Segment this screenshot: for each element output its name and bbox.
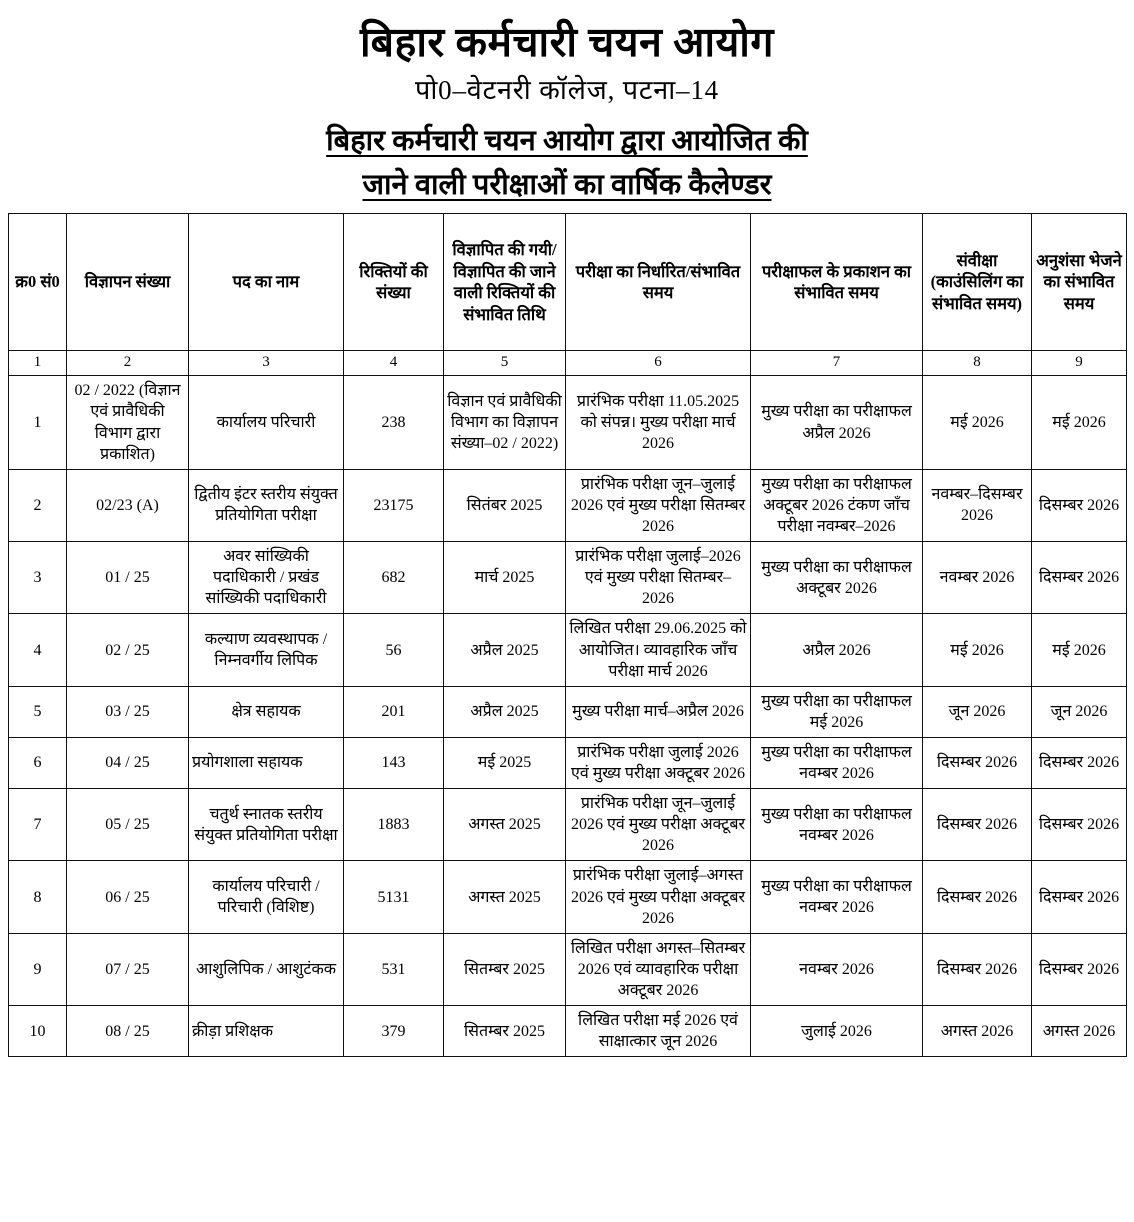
cell-vacancy-count: 5131	[344, 861, 444, 933]
column-number-7: 7	[751, 351, 923, 376]
document-subtitle	[207, 120, 927, 207]
cell-exam-time: प्रारंभिक परीक्षा जुलाई 2026 एवं मुख्य परीक्षा अक्टूबर 2026	[566, 737, 751, 788]
cell-vacancy-count: 56	[344, 614, 444, 686]
cell-recommendation-time: जून 2026	[1032, 686, 1127, 737]
cell-recommendation-time: दिसम्बर 2026	[1032, 789, 1127, 861]
column-header-result-time: परीक्षाफल के प्रकाशन का संभावित समय	[751, 214, 923, 351]
cell-recommendation-time: दिसम्बर 2026	[1032, 469, 1127, 541]
table-row	[9, 1006, 1127, 1057]
column-number-4: 4	[344, 351, 444, 376]
cell-result-time: मुख्य परीक्षा का परीक्षाफल नवम्बर 2026	[751, 861, 923, 933]
cell-recommendation-time: मई 2026	[1032, 614, 1127, 686]
column-header-counselling-time: संवीक्षा (काउंसिलिंग का संभावित समय)	[923, 214, 1032, 351]
cell-counselling-time: दिसम्बर 2026	[923, 933, 1032, 1005]
cell-advt-date: विज्ञान एवं प्रावैधिकी विभाग का विज्ञापन संख्या–02 / 2022)	[444, 376, 566, 469]
cell-advt-number: 06 / 25	[67, 861, 189, 933]
cell-result-time: जुलाई 2026	[751, 1006, 923, 1057]
cell-serial-no: 10	[9, 1006, 67, 1057]
cell-exam-time: मुख्य परीक्षा मार्च–अप्रैल 2026	[566, 686, 751, 737]
document-subtitle-line-2: जाने वाली परीक्षाओं का वार्षिक कैलेण्डर	[362, 168, 772, 201]
cell-exam-time: प्रारंभिक परीक्षा जुलाई–अगस्त 2026 एवं मुख्य परीक्षा अक्टूबर 2026	[566, 861, 751, 933]
cell-post-name: द्वितीय इंटर स्तरीय संयुक्त प्रतियोगिता परीक्षा	[189, 469, 344, 541]
column-number-1: 1	[9, 351, 67, 376]
column-number-6: 6	[566, 351, 751, 376]
table-body	[9, 376, 1127, 1057]
cell-recommendation-time: मई 2026	[1032, 376, 1127, 469]
cell-advt-date: अगस्त 2025	[444, 861, 566, 933]
cell-result-time: मुख्य परीक्षा का परीक्षाफल अक्टूबर 2026 टंकण जाँच परीक्षा नवम्बर–2026	[751, 469, 923, 541]
cell-result-time: मुख्य परीक्षा का परीक्षाफल नवम्बर 2026	[751, 737, 923, 788]
cell-advt-number: 05 / 25	[67, 789, 189, 861]
cell-result-time: मुख्य परीक्षा का परीक्षाफल मई 2026	[751, 686, 923, 737]
column-number-5: 5	[444, 351, 566, 376]
exam-calendar-table	[8, 213, 1127, 1057]
column-header-advt-number: विज्ञापन संख्या	[67, 214, 189, 351]
document-subtitle-line-1: बिहार कर्मचारी चयन आयोग द्वारा आयोजित की	[326, 125, 808, 158]
cell-counselling-time: दिसम्बर 2026	[923, 789, 1032, 861]
cell-advt-date: सितम्बर 2025	[444, 1006, 566, 1057]
cell-serial-no: 8	[9, 861, 67, 933]
cell-exam-time: लिखित परीक्षा मई 2026 एवं साक्षात्कार जून 2026	[566, 1006, 751, 1057]
table-row	[9, 542, 1127, 614]
cell-vacancy-count: 143	[344, 737, 444, 788]
cell-recommendation-time: अगस्त 2026	[1032, 1006, 1127, 1057]
cell-exam-time: प्रारंभिक परीक्षा जून–जुलाई 2026 एवं मुख्य परीक्षा अक्टूबर 2026	[566, 789, 751, 861]
table-header-row	[9, 214, 1127, 351]
cell-counselling-time: मई 2026	[923, 376, 1032, 469]
organization-address: पो0–वेटनरी कॉलेज, पटना–14	[415, 74, 719, 105]
cell-counselling-time: अगस्त 2026	[923, 1006, 1032, 1057]
cell-post-name: क्षेत्र सहायक	[189, 686, 344, 737]
cell-advt-date: अप्रैल 2025	[444, 686, 566, 737]
cell-recommendation-time: दिसम्बर 2026	[1032, 737, 1127, 788]
cell-vacancy-count: 531	[344, 933, 444, 1005]
cell-exam-time: प्रारंभिक परीक्षा 11.05.2025 को संपन्न। मुख्य परीक्षा मार्च 2026	[566, 376, 751, 469]
cell-advt-date: सितंबर 2025	[444, 469, 566, 541]
cell-advt-date: अप्रैल 2025	[444, 614, 566, 686]
cell-advt-date: मई 2025	[444, 737, 566, 788]
cell-advt-date: अगस्त 2025	[444, 789, 566, 861]
cell-vacancy-count: 682	[344, 542, 444, 614]
cell-serial-no: 3	[9, 542, 67, 614]
cell-recommendation-time: दिसम्बर 2026	[1032, 542, 1127, 614]
table-row	[9, 376, 1127, 469]
cell-post-name: क्रीड़ा प्रशिक्षक	[189, 1006, 344, 1057]
column-number-8: 8	[923, 351, 1032, 376]
cell-advt-date: मार्च 2025	[444, 542, 566, 614]
table-row	[9, 469, 1127, 541]
column-number-9: 9	[1032, 351, 1127, 376]
cell-advt-number: 02/23 (A)	[67, 469, 189, 541]
cell-post-name: चतुर्थ स्नातक स्तरीय संयुक्त प्रतियोगिता परीक्षा	[189, 789, 344, 861]
cell-vacancy-count: 1883	[344, 789, 444, 861]
cell-recommendation-time: दिसम्बर 2026	[1032, 861, 1127, 933]
cell-counselling-time: दिसम्बर 2026	[923, 737, 1032, 788]
cell-counselling-time: जून 2026	[923, 686, 1032, 737]
column-header-exam-time: परीक्षा का निर्धारित/संभावित समय	[566, 214, 751, 351]
cell-exam-time: लिखित परीक्षा अगस्त–सितम्बर 2026 एवं व्यावहारिक परीक्षा अक्टूबर 2026	[566, 933, 751, 1005]
table-row	[9, 789, 1127, 861]
table-column-number-row	[9, 351, 1127, 376]
column-number-2: 2	[67, 351, 189, 376]
column-header-post-name: पद का नाम	[189, 214, 344, 351]
cell-counselling-time: नवम्बर–दिसम्बर 2026	[923, 469, 1032, 541]
cell-advt-number: 04 / 25	[67, 737, 189, 788]
cell-advt-number: 03 / 25	[67, 686, 189, 737]
cell-result-time: मुख्य परीक्षा का परीक्षाफल अप्रैल 2026	[751, 376, 923, 469]
cell-advt-number: 01 / 25	[67, 542, 189, 614]
cell-recommendation-time: दिसम्बर 2026	[1032, 933, 1127, 1005]
cell-exam-time: प्रारंभिक परीक्षा जून–जुलाई 2026 एवं मुख्य परीक्षा सितम्बर 2026	[566, 469, 751, 541]
cell-exam-time: प्रारंभिक परीक्षा जुलाई–2026 एवं मुख्य परीक्षा सितम्बर–2026	[566, 542, 751, 614]
cell-result-time: मुख्य परीक्षा का परीक्षाफल नवम्बर 2026	[751, 789, 923, 861]
column-number-3: 3	[189, 351, 344, 376]
column-header-vacancy-count: रिक्तियों की संख्या	[344, 214, 444, 351]
cell-counselling-time: नवम्बर 2026	[923, 542, 1032, 614]
cell-vacancy-count: 201	[344, 686, 444, 737]
table-row	[9, 686, 1127, 737]
cell-serial-no: 6	[9, 737, 67, 788]
cell-serial-no: 1	[9, 376, 67, 469]
cell-vacancy-count: 23175	[344, 469, 444, 541]
table-header	[9, 214, 1127, 376]
column-header-serial-no: क्र0 सं0	[9, 214, 67, 351]
cell-advt-number: 07 / 25	[67, 933, 189, 1005]
cell-result-time: नवम्बर 2026	[751, 933, 923, 1005]
cell-serial-no: 5	[9, 686, 67, 737]
table-row	[9, 737, 1127, 788]
cell-serial-no: 4	[9, 614, 67, 686]
column-header-advt-date: विज्ञापित की गयी/विज्ञापित की जाने वाली रिक्तियों की संभावित तिथि	[444, 214, 566, 351]
cell-serial-no: 9	[9, 933, 67, 1005]
cell-vacancy-count: 379	[344, 1006, 444, 1057]
column-header-recommendation-time: अनुशंसा भेजने का संभावित समय	[1032, 214, 1127, 351]
cell-advt-number: 02 / 2022 (विज्ञान एवं प्रावैधिकी विभाग द्वारा प्रकाशित)	[67, 376, 189, 469]
cell-post-name: अवर सांख्यिकी पदाधिकारी / प्रखंड सांख्यिकी पदाधिकारी	[189, 542, 344, 614]
cell-post-name: कार्यालय परिचारी	[189, 376, 344, 469]
organization-title: बिहार कर्मचारी चयन आयोग	[360, 19, 774, 65]
cell-counselling-time: मई 2026	[923, 614, 1032, 686]
cell-advt-number: 08 / 25	[67, 1006, 189, 1057]
cell-serial-no: 2	[9, 469, 67, 541]
cell-advt-date: सितम्बर 2025	[444, 933, 566, 1005]
table-row	[9, 614, 1127, 686]
document-header	[0, 0, 1134, 213]
cell-post-name: कल्याण व्यवस्थापक / निम्नवर्गीय लिपिक	[189, 614, 344, 686]
cell-serial-no: 7	[9, 789, 67, 861]
cell-post-name: प्रयोगशाला सहायक	[189, 737, 344, 788]
cell-vacancy-count: 238	[344, 376, 444, 469]
cell-post-name: आशुलिपिक / आशुटंकक	[189, 933, 344, 1005]
cell-result-time: मुख्य परीक्षा का परीक्षाफल अक्टूबर 2026	[751, 542, 923, 614]
cell-advt-number: 02 / 25	[67, 614, 189, 686]
table-row	[9, 861, 1127, 933]
calendar-table-container	[0, 213, 1134, 1067]
cell-exam-time: लिखित परीक्षा 29.06.2025 को आयोजित। व्यावहारिक जाँच परीक्षा मार्च 2026	[566, 614, 751, 686]
cell-counselling-time: दिसम्बर 2026	[923, 861, 1032, 933]
cell-result-time: अप्रैल 2026	[751, 614, 923, 686]
table-row	[9, 933, 1127, 1005]
cell-post-name: कार्यालय परिचारी / परिचारी (विशिष्ट)	[189, 861, 344, 933]
